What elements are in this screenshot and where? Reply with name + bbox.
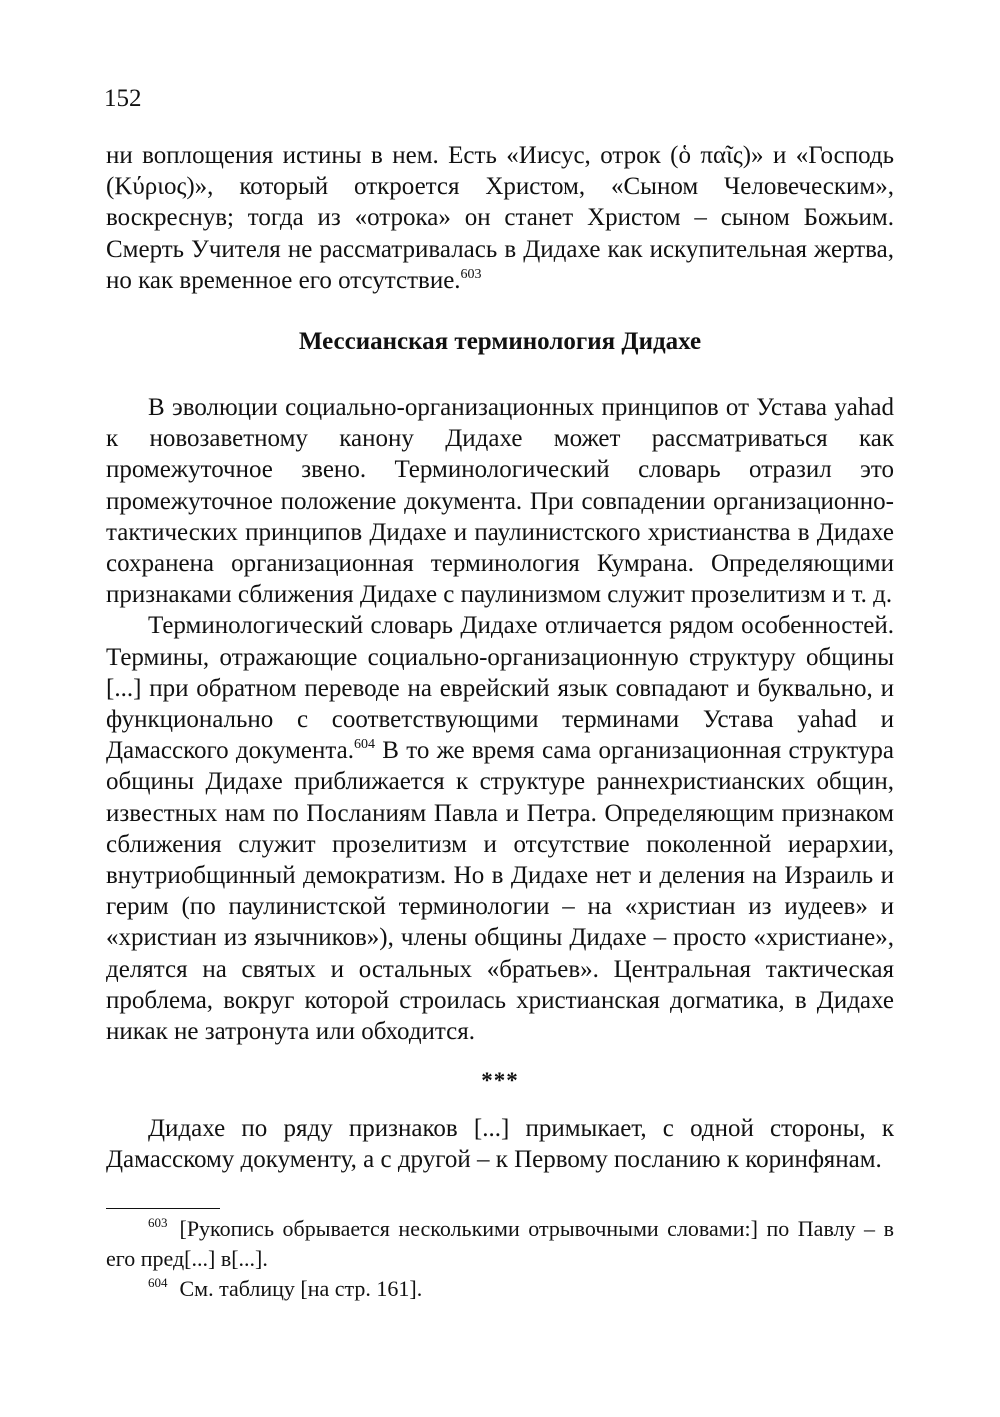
footnote-text: См. таблицу [на стр. 161]. [179, 1276, 423, 1301]
section-heading: Мессианская терминология Дидахе [298, 328, 702, 355]
footnote-604 [106, 1274, 894, 1304]
footnote-ref-604[interactable]: 604 [353, 737, 375, 753]
closing-paragraph: Дидахе по ряду признаков [...] примыкает, с одной стороны, к Дамасскому документу, а с другой – к Первому посланию к коринфянам. [106, 1115, 894, 1174]
footnote-number: 604 [148, 1275, 168, 1290]
closing-paragraph-block [106, 1113, 894, 1175]
footnote-ref-603[interactable]: 603 [460, 266, 482, 282]
intro-text-container [106, 140, 894, 296]
page-number: 152 [104, 85, 142, 112]
section-body [106, 392, 894, 1047]
intro-text: ни воплощения истины в нем. Есть «Иисус, отрок (ὁ παῖς)» и «Господь (Κύριος)», который откроется Христом, «Сыном Человеческим», воскреснув; тогда из «отрока» он станет Христом – сыном Божьим. Смерть Учителя не рассматривалась в Дидахе как искупительная жертва, но как временное его отсутствие. [106, 142, 894, 294]
footnote-603 [106, 1214, 894, 1274]
footnote-divider [106, 1208, 220, 1209]
footnote-text: [Рукопись обрывается несколькими отрывочными словами:] по Павлу – в его пред[...] в[...]. [106, 1216, 894, 1271]
section-paragraph-2-part-b: В то же время сама организационная структура общины Дидахе приближается к структуре раннехристианских общин, известных нам по Посланиям Павла и Петра. Определяющим признаком сближения служит прозелитизм и отсутствие поколенной иерархии, внутриобщинный демократизм. Но в Дидахе нет и деления на Израиль и герим (по паулинистской терминологии – на «христиан из иудеев» и «христиан из язычников»), члены общины Дидахе – просто «христиане», делятся на святых и остальных «братьев». Центральная тактическая проблема, вокруг которой строилась христианская догматика, в Дидахе никак не затронута или обходится. [106, 737, 894, 1046]
section-paragraph-1: В эволюции социально-организационных принципов от Устава yahad к новозаветному канону Дидахе может рассматриваться как промежуточное звено. Терминологический словарь отразил это промежуточное положение документа. При совпадении организационно-тактических принципов Дидахе и паулинистского христианства в Дидахе сохранена организационная терминология Кумрана. Определяющими признаками сближения Дидахе с паулинизмом служит прозелитизм и т. д. [106, 394, 894, 609]
footnote-number: 603 [148, 1215, 168, 1230]
intro-paragraph [106, 140, 894, 296]
section-separator: *** [481, 1068, 519, 1093]
footnotes [106, 1214, 894, 1304]
section-paragraph-2-part-a: Терминологический словарь Дидахе отличается рядом особенностей. Термины, отражающие социально-организационную структуру общины [...] при обратном переводе на еврейский язык совпадают и буквально, и функционально с соответствующими терминами Устава yahad и Дамасского документа. [106, 612, 894, 765]
section-paragraph-2 [106, 610, 894, 1047]
